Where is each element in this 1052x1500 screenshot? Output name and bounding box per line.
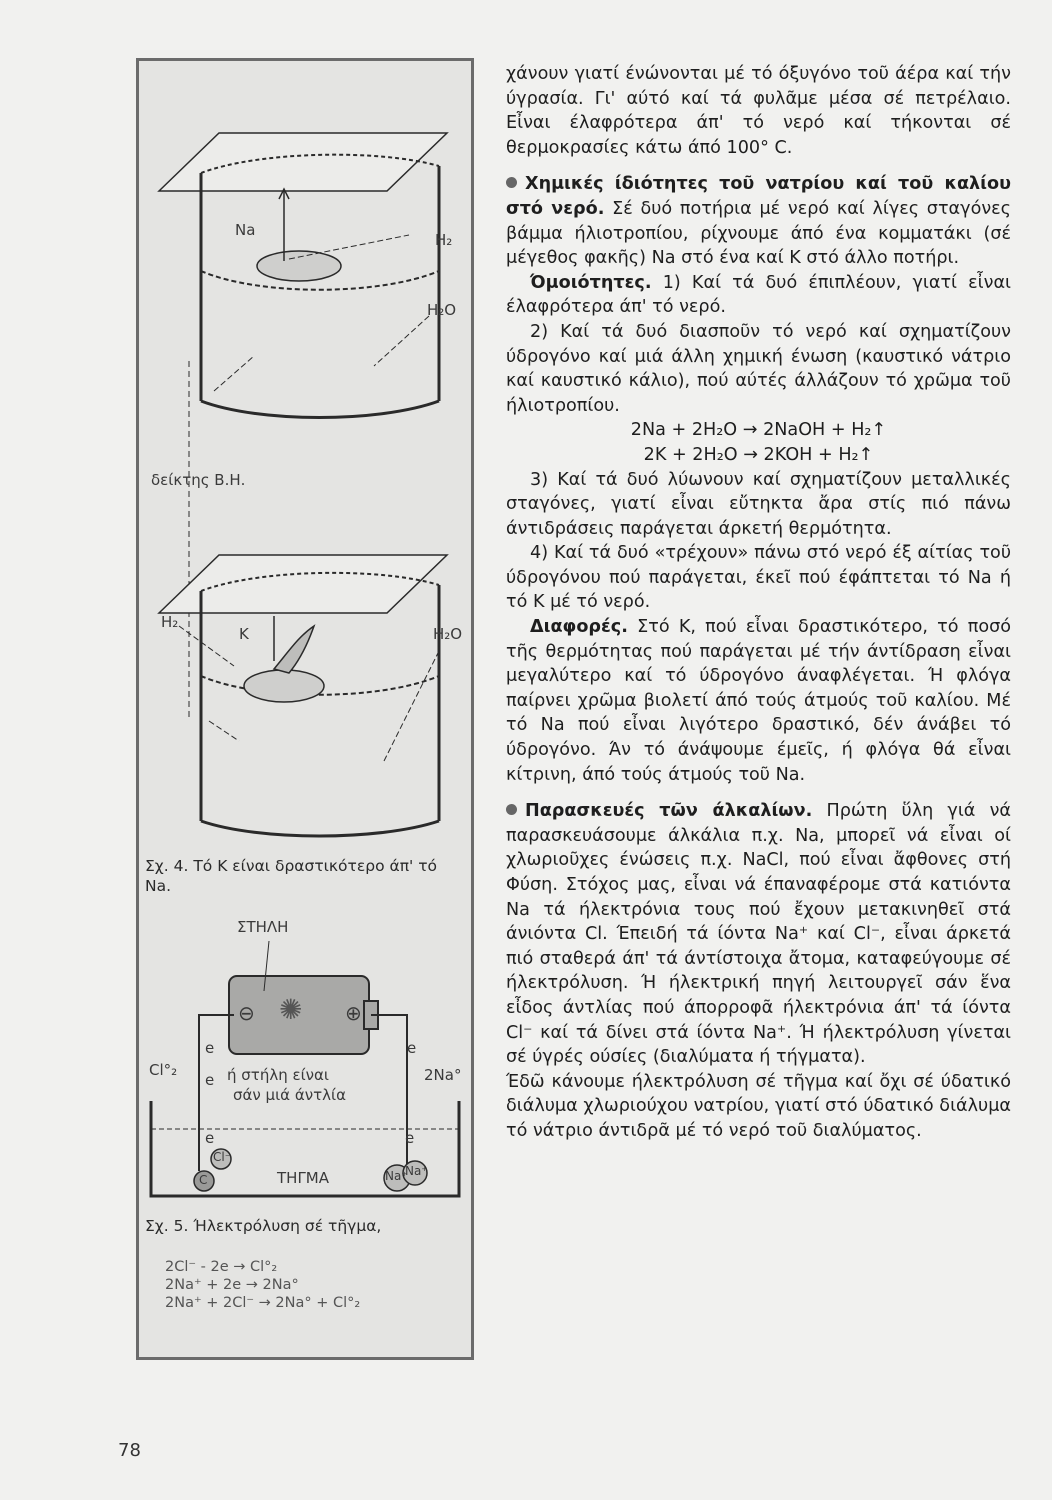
label-battery: ΣΤΗΛΗ bbox=[237, 918, 289, 936]
bullet-icon bbox=[506, 804, 517, 815]
label-k: K bbox=[239, 625, 249, 643]
label-cl2: Cl°₂ bbox=[149, 1061, 178, 1079]
similarity-1: 1) Καί τά δυό έπιπλέουν, γιατί εἶναι έλαφρότερα άπ' τό νερό. bbox=[506, 272, 1012, 318]
figure-panel bbox=[136, 58, 474, 1360]
figure5-caption: Σχ. 5. Ήλεκτρόλυση σέ τῆγμα, bbox=[145, 1217, 382, 1235]
equation-potassium: 2K + 2H₂O → 2KOH + H₂↑ bbox=[643, 444, 874, 465]
heading-preparation: Παρασκευές τῶν άλκαλίων. bbox=[525, 801, 813, 822]
label-h2-top: H₂ bbox=[435, 231, 453, 249]
section-differences bbox=[506, 615, 1011, 787]
bullet-icon bbox=[506, 177, 517, 188]
page-number: 78 bbox=[118, 1440, 141, 1461]
section-preparation bbox=[506, 799, 1011, 1070]
label-h2o-bottom: H₂O bbox=[433, 625, 463, 643]
label-e-right-2: e bbox=[405, 1129, 415, 1147]
label-2na: 2Na° bbox=[424, 1066, 462, 1084]
paragraph-preparation: Πρώτη ὕλη γιά νά παρασκευάσουμε άλκάλια π.χ. Na, μπορεῖ νά εἶναι οί χλωριοῦχες ένώσεις π.χ. NaCl, πού εἶναι ἄφθονες στή Φύση. Στόχος μας, εἶναι νά έπαναφέρομε στά κατιόντα Na τά ήλεκτρόνια τους πού ἔχουν μετακινηθεῖ στά άνιόντα Cl. Έπειδή τά ίόντα Na⁺ καί Cl⁻, εἶναι άρκετά πιό σταθερά άπ' τά άντίστοιχα ἄτομα, καταφεύγουμε σέ ήλεκτρόλυση. Ή ήλεκτρική πηγή λειτουργεῖ σάν ἕνα εἶδος άντλίας πού άπορροφᾶ ήλεκτρόνια άπ' τά ίόντα Cl⁻ καί τά δίνει στά ίόντα Na⁺. Ή ήλεκτρόλυση γίνεται σέ ύγρές ούσίες (διαλύματα ή τήγματα). bbox=[506, 801, 1012, 1068]
label-pump-line1: ή στήλη είναι bbox=[227, 1066, 329, 1084]
beaker-potassium bbox=[159, 555, 447, 836]
paragraph-differences: Στό K, πού εἶναι δραστικότερο, τό ποσό τῆς θερμότητας πού παράγεται μέ τήν άντίδραση εἶναι μεγαλύτερο καί τό ύδρογόνο άναφλέγεται. Ή φλόγα παίρνει χρῶμα βιολετί άπό τούς άτμούς τοῦ καλίου. Μέ τό Na πού εἶναι λιγότερο δραστικό, δέν άνάβει τό ύδρογόνο. Άν τό άνάψουμε έμεῖς, ή φλόγα θά εἶναι κίτρινη, άπό τούς άτμούς τοῦ Na. bbox=[506, 617, 1012, 785]
label-e-left-3: e bbox=[205, 1129, 215, 1147]
label-e-left-1: e bbox=[205, 1039, 215, 1057]
similarity-3: 3) Καί τά δυό λύωνουν καί σχηματίζουν μεταλλικές σταγόνες, γιατί εἶναι εὔτηκτα ἄρα στίς πιό πάνω άντιδράσεις παράγεται άρκετή θερμότητα. bbox=[506, 469, 1011, 539]
heading-differences: Διαφορές. bbox=[530, 617, 628, 638]
label-e-right-1: e bbox=[407, 1039, 417, 1057]
flame-shape bbox=[274, 626, 314, 673]
heading-similarities: Όμοιότητες. bbox=[530, 272, 652, 293]
figure5-equation-1: 2Cl⁻ - 2e → Cl°₂ bbox=[165, 1259, 278, 1275]
paragraph-intro: χάνουν γιατί ένώνονται μέ τό όξυγόνο τοῦ άέρα καί τήν ύγρασία. Γι' αύτό καί τά φυλᾶμε μέσα σέ πετρέλαιο. Εἶναι έλαφρότερα άπ' τό νερό καί τήκονται σέ θερμοκρασίες κάτω άπό 100° C. bbox=[506, 64, 1011, 158]
label-melt: ΤΗΓΜΑ bbox=[277, 1169, 330, 1187]
label-e-left-2: e bbox=[205, 1071, 215, 1089]
figure5-equation-2: 2Na⁺ + 2e → 2Na° bbox=[165, 1277, 299, 1293]
label-h2o-top: H₂O bbox=[427, 301, 457, 319]
beaker-sodium bbox=[159, 133, 447, 418]
similarity-2: 2) Καί τά δυό διασποῦν τό νερό καί σχηματίζουν ύδρογόνο καί μιά άλλη χημική ένωση (καυστικό νάτριο καί καυστικό κάλιο), πού αύτές άλλάζουν τό χρῶμα τοῦ ήλιοτροπίου. bbox=[506, 321, 1011, 416]
plus-icon: ⊕ bbox=[345, 1001, 362, 1025]
label-cl-ion: C bbox=[199, 1173, 208, 1187]
section-chemical-properties bbox=[506, 172, 1011, 270]
label-na-ion-2: Na⁺ bbox=[405, 1164, 428, 1178]
figure5-equation-3: 2Na⁺ + 2Cl⁻ → 2Na° + Cl°₂ bbox=[165, 1295, 361, 1311]
main-text bbox=[506, 62, 1011, 1144]
paragraph-electrolysis-note: Έδῶ κάνουμε ήλεκτρόλυση σέ τῆγμα καί ὄχι σέ ύδατικό διάλυμα χλωριούχου νατρίου, γιατί στό ύδατικό διάλυμα τό νάτριο άντιδρᾶ μέ τό νερό τοῦ διαλύματος. bbox=[506, 1071, 1011, 1141]
label-pump-line2: σάν μιά άντλία bbox=[233, 1086, 346, 1104]
heading-chemical-properties: Χημικές ίδιότητες τοῦ νατρίου καί τοῦ καλίου στό νερό. bbox=[506, 174, 1011, 219]
label-indicator: δείκτης Β.Η. bbox=[151, 471, 246, 489]
label-na-ion-1: Na⁺ bbox=[385, 1169, 408, 1183]
similarity-4: 4) Καί τά δυό «τρέχουν» πάνω στό νερό έξ αίτίας τοῦ ύδρογόνου πού παράγεται, έκεῖ πού έφάπτεται τό Na ή τό K μέ τό νερό. bbox=[506, 543, 1011, 613]
label-cl-minus: Cl⁻ bbox=[213, 1150, 232, 1164]
figure4-caption-text: Τό Κ είναι δραστικότερο άπ' τό Na. bbox=[145, 857, 438, 895]
label-h2-bottom: H₂ bbox=[161, 613, 179, 631]
figure4-caption bbox=[145, 856, 465, 896]
label-na: Na bbox=[235, 221, 256, 239]
equation-sodium: 2Na + 2H₂O → 2NaOH + H₂↑ bbox=[630, 420, 887, 441]
paragraph-experiment: Σέ δυό ποτήρια μέ νερό καί λίγες σταγόνες βάμμα ήλιοτροπίου, ρίχνουμε άπό ένα κομματάκι (σέ μέγεθος φακῆς) Na στό ένα καί K στό άλλο ποτήρι. bbox=[506, 198, 1011, 269]
fan-icon: ✺ bbox=[279, 993, 303, 1026]
figure4-caption-num: Σχ. 4. bbox=[145, 857, 189, 875]
minus-icon: ⊖ bbox=[238, 1001, 255, 1025]
section-similarities bbox=[506, 271, 1011, 320]
